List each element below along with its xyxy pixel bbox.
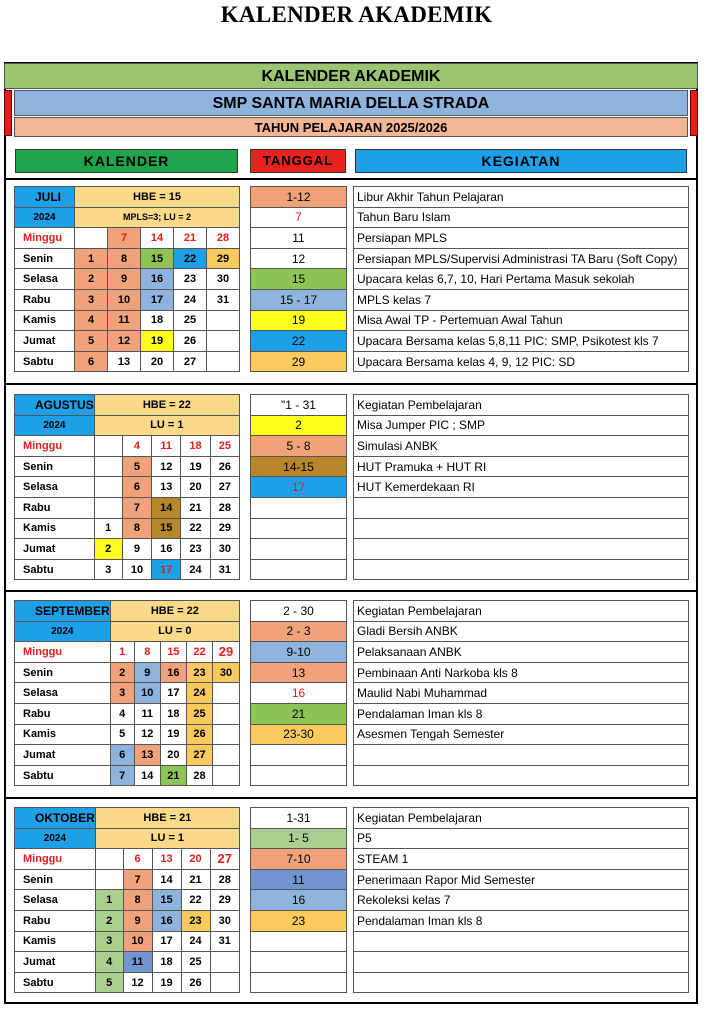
event-date: 22 <box>251 331 347 352</box>
date-cell: 24 <box>186 683 212 704</box>
date-cell: 9 <box>134 662 160 683</box>
date-cell: 11 <box>134 703 160 724</box>
date-cell: 20 <box>160 745 186 766</box>
month-year: 2024 <box>15 207 75 228</box>
date-cell: 5 <box>122 456 151 477</box>
date-cell <box>94 477 122 498</box>
event-date: 21 <box>251 703 347 724</box>
event-date: 23 <box>251 910 347 931</box>
date-cell: 25 <box>210 436 239 457</box>
event-description: Maulid Nabi Muhammad <box>354 683 689 704</box>
event-description: Pendalaman Iman kls 8 <box>354 910 689 931</box>
event-description: STEAM 1 <box>354 849 689 870</box>
event-date: 12 <box>251 248 347 269</box>
event-text-column <box>353 807 689 993</box>
event-description: MPLS kelas 7 <box>354 289 689 310</box>
date-cell: 1 <box>94 518 122 539</box>
event-text-column <box>353 600 689 786</box>
date-cell: 19 <box>160 724 186 745</box>
event-date <box>251 539 347 560</box>
date-cell: 10 <box>122 559 151 580</box>
date-cell: 6 <box>122 477 151 498</box>
month-year: 2024 <box>15 828 96 849</box>
event-dates-column <box>250 186 347 372</box>
date-cell: 29 <box>210 518 239 539</box>
date-cell: 30 <box>207 269 240 290</box>
date-cell <box>75 228 108 249</box>
date-cell: 27 <box>210 849 240 870</box>
event-date: 1-31 <box>251 808 347 829</box>
date-cell: 13 <box>108 351 141 372</box>
event-description: Libur Akhir Tahun Pelajaran <box>354 187 689 208</box>
date-cell: 14 <box>134 765 160 786</box>
date-cell: 5 <box>110 724 134 745</box>
date-cell: 12 <box>134 724 160 745</box>
date-cell: 9 <box>122 539 151 560</box>
date-cell: 4 <box>95 952 123 973</box>
event-date: 7 <box>251 207 347 228</box>
event-description: Penerimaan Rapor Mid Semester <box>354 869 689 890</box>
date-cell <box>94 497 122 518</box>
event-description: Simulasi ANBK <box>354 436 689 457</box>
event-description: Kegiatan Pembelajaran <box>354 395 689 416</box>
event-dates-column <box>250 600 347 786</box>
event-description: Misa Jumper PIC ; SMP <box>354 415 689 436</box>
date-cell: 10 <box>108 289 141 310</box>
date-cell: 17 <box>160 683 186 704</box>
event-description <box>354 539 689 560</box>
date-cell: 18 <box>160 703 186 724</box>
event-date: 15 <box>251 269 347 290</box>
date-cell: 12 <box>123 972 152 993</box>
date-cell: 17 <box>152 559 181 580</box>
weekday-label: Rabu <box>15 910 96 931</box>
month-year: 2024 <box>15 621 111 642</box>
date-cell: 3 <box>75 289 108 310</box>
event-date <box>251 745 347 766</box>
weekday-label: Sabtu <box>15 765 111 786</box>
event-description: Misa Awal TP - Pertemuan Awal Tahun <box>354 310 689 331</box>
event-description <box>354 745 689 766</box>
date-cell: 16 <box>152 539 181 560</box>
month-name: SEPTEMBER <box>15 601 111 622</box>
section-separator <box>4 590 698 592</box>
month-name: JULI <box>15 187 75 208</box>
date-cell: 28 <box>186 765 212 786</box>
event-text-column <box>353 394 689 580</box>
event-description: Rekoleksi kelas 7 <box>354 890 689 911</box>
date-cell: 13 <box>152 849 181 870</box>
date-cell: 27 <box>186 745 212 766</box>
date-cell: 6 <box>110 745 134 766</box>
date-cell: 5 <box>95 972 123 993</box>
date-cell <box>95 869 123 890</box>
date-cell: 23 <box>174 269 207 290</box>
date-cell <box>213 724 240 745</box>
event-date <box>251 931 347 952</box>
date-cell: 2 <box>95 910 123 931</box>
weekday-label: Senin <box>15 248 75 269</box>
event-description: Upacara Bersama kelas 4, 9, 12 PIC: SD <box>354 351 689 372</box>
month-hbe: HBE = 15 <box>75 187 240 208</box>
event-description: Kegiatan Pembelajaran <box>354 601 689 622</box>
page-title: KALENDER AKADEMIK <box>220 2 493 27</box>
date-cell: 2 <box>75 269 108 290</box>
date-cell: 18 <box>141 310 174 331</box>
weekday-label: Kamis <box>15 724 111 745</box>
date-cell: 21 <box>160 765 186 786</box>
weekday-label: Selasa <box>15 269 75 290</box>
weekday-label: Rabu <box>15 703 111 724</box>
date-cell: 1 <box>95 890 123 911</box>
date-cell: 29 <box>207 248 240 269</box>
date-cell: 31 <box>210 931 240 952</box>
date-cell: 25 <box>174 310 207 331</box>
date-cell: 30 <box>213 662 240 683</box>
weekday-label: Senin <box>15 869 96 890</box>
column-tanggal: TANGGAL <box>250 149 346 173</box>
event-description: Asesmen Tengah Semester <box>354 724 689 745</box>
date-cell: 3 <box>94 559 122 580</box>
date-cell: 28 <box>207 228 240 249</box>
event-description: HUT Pramuka + HUT RI <box>354 456 689 477</box>
date-cell: 21 <box>181 497 210 518</box>
event-description: Upacara kelas 6,7, 10, Hari Pertama Masuk sekolah <box>354 269 689 290</box>
event-date: 16 <box>251 683 347 704</box>
date-cell: 26 <box>210 456 239 477</box>
date-cell: 1 <box>110 642 134 663</box>
weekday-label: Minggu <box>15 436 95 457</box>
month-hbe: HBE = 22 <box>110 601 239 622</box>
date-cell: 22 <box>181 518 210 539</box>
school-name: SMP SANTA MARIA DELLA STRADA <box>14 90 688 116</box>
date-cell: 11 <box>108 310 141 331</box>
event-text-column <box>353 186 689 372</box>
weekday-label: Rabu <box>15 497 95 518</box>
date-cell: 16 <box>152 910 181 931</box>
date-cell: 11 <box>123 952 152 973</box>
weekday-label: Senin <box>15 662 111 683</box>
date-cell: 14 <box>152 869 181 890</box>
date-cell: 24 <box>181 559 210 580</box>
event-description <box>354 931 689 952</box>
date-cell <box>207 331 240 352</box>
section-separator <box>4 797 698 799</box>
event-date: 17 <box>251 477 347 498</box>
date-cell: 27 <box>174 351 207 372</box>
date-cell: 12 <box>108 331 141 352</box>
date-cell: 2 <box>94 539 122 560</box>
weekday-label: Rabu <box>15 289 75 310</box>
date-cell: 13 <box>134 745 160 766</box>
date-cell: 4 <box>110 703 134 724</box>
weekday-label: Selasa <box>15 683 111 704</box>
event-dates-column <box>250 394 347 580</box>
weekday-label: Minggu <box>15 849 96 870</box>
event-description <box>354 952 689 973</box>
event-description <box>354 559 689 580</box>
event-description <box>354 972 689 993</box>
event-date: 23-30 <box>251 724 347 745</box>
month-info: LU = 1 <box>94 415 239 436</box>
date-cell: 4 <box>75 310 108 331</box>
date-cell <box>95 849 123 870</box>
month-calendar-grid <box>14 186 240 372</box>
event-date: 2 - 30 <box>251 601 347 622</box>
event-date: 2 - 3 <box>251 621 347 642</box>
weekday-label: Sabtu <box>15 351 75 372</box>
month-calendar-grid <box>14 600 240 786</box>
date-cell: 24 <box>181 931 210 952</box>
date-cell: 30 <box>210 910 240 931</box>
event-date: 5 - 8 <box>251 436 347 457</box>
date-cell: 3 <box>110 683 134 704</box>
date-cell <box>210 952 240 973</box>
date-cell: 29 <box>210 890 240 911</box>
date-cell: 11 <box>152 436 181 457</box>
weekday-label: Kamis <box>15 310 75 331</box>
event-description: P5 <box>354 828 689 849</box>
date-cell: 7 <box>122 497 151 518</box>
section-separator <box>4 178 698 180</box>
date-cell <box>94 436 122 457</box>
date-cell: 23 <box>186 662 212 683</box>
date-cell: 28 <box>210 869 240 890</box>
date-cell: 1 <box>75 248 108 269</box>
event-description: Tahun Baru Islam <box>354 207 689 228</box>
month-hbe: HBE = 22 <box>94 395 239 416</box>
event-description <box>354 518 689 539</box>
date-cell <box>213 745 240 766</box>
date-cell: 26 <box>181 972 210 993</box>
date-cell <box>207 351 240 372</box>
event-date: 1- 5 <box>251 828 347 849</box>
date-cell: 22 <box>181 890 210 911</box>
event-description: Pelaksanaan ANBK <box>354 642 689 663</box>
date-cell: 19 <box>141 331 174 352</box>
event-date: 11 <box>251 869 347 890</box>
event-date: 9-10 <box>251 642 347 663</box>
date-cell: 17 <box>141 289 174 310</box>
weekday-label: Jumat <box>15 952 96 973</box>
event-date: 14-15 <box>251 456 347 477</box>
event-dates-column <box>250 807 347 993</box>
date-cell: 20 <box>181 477 210 498</box>
event-date: 15 - 17 <box>251 289 347 310</box>
date-cell: 20 <box>181 849 210 870</box>
date-cell: 26 <box>174 331 207 352</box>
event-description <box>354 765 689 786</box>
column-kegiatan: KEGIATAN <box>355 149 687 173</box>
date-cell: 2 <box>110 662 134 683</box>
month-name: OKTOBER <box>15 808 96 829</box>
weekday-label: Kamis <box>15 518 95 539</box>
date-cell: 3 <box>95 931 123 952</box>
event-date <box>251 518 347 539</box>
date-cell: 21 <box>181 869 210 890</box>
date-cell: 19 <box>181 456 210 477</box>
event-description: HUT Kemerdekaan RI <box>354 477 689 498</box>
weekday-label: Minggu <box>15 642 111 663</box>
date-cell: 26 <box>186 724 212 745</box>
date-cell: 13 <box>152 477 181 498</box>
month-info: MPLS=3; LU = 2 <box>75 207 240 228</box>
month-info: LU = 0 <box>110 621 239 642</box>
month-calendar-grid <box>14 394 240 580</box>
date-cell: 27 <box>210 477 239 498</box>
date-cell: 14 <box>152 497 181 518</box>
date-cell: 31 <box>207 289 240 310</box>
event-description: Persiapan MPLS/Supervisi Administrasi TA Baru (Soft Copy) <box>354 248 689 269</box>
date-cell: 20 <box>141 351 174 372</box>
date-cell <box>210 972 240 993</box>
event-date: 11 <box>251 228 347 249</box>
event-date: 19 <box>251 310 347 331</box>
event-date: 2 <box>251 415 347 436</box>
school-year: TAHUN PELAJARAN 2025/2026 <box>14 117 688 137</box>
date-cell: 31 <box>210 559 239 580</box>
date-cell: 25 <box>186 703 212 724</box>
event-date <box>251 765 347 786</box>
event-date <box>251 559 347 580</box>
event-date: 7-10 <box>251 849 347 870</box>
event-description: Persiapan MPLS <box>354 228 689 249</box>
red-tab-left <box>4 90 12 136</box>
month-info: LU = 1 <box>95 828 239 849</box>
date-cell: 8 <box>108 248 141 269</box>
event-date <box>251 497 347 518</box>
event-description: Kegiatan Pembelajaran <box>354 808 689 829</box>
date-cell: 7 <box>123 869 152 890</box>
date-cell: 4 <box>122 436 151 457</box>
date-cell <box>213 683 240 704</box>
date-cell: 8 <box>123 890 152 911</box>
date-cell: 16 <box>160 662 186 683</box>
weekday-label: Jumat <box>15 331 75 352</box>
weekday-label: Sabtu <box>15 559 95 580</box>
date-cell: 15 <box>152 890 181 911</box>
date-cell: 15 <box>160 642 186 663</box>
event-date: 16 <box>251 890 347 911</box>
date-cell: 9 <box>123 910 152 931</box>
event-date: 13 <box>251 662 347 683</box>
weekday-label: Kamis <box>15 931 96 952</box>
weekday-label: Jumat <box>15 539 95 560</box>
date-cell: 10 <box>134 683 160 704</box>
event-date <box>251 972 347 993</box>
date-cell: 8 <box>122 518 151 539</box>
date-cell <box>94 456 122 477</box>
event-date <box>251 952 347 973</box>
red-tab-right <box>690 90 698 136</box>
event-description: Upacara Bersama kelas 5,8,11 PIC: SMP, Psikotest kls 7 <box>354 331 689 352</box>
month-year: 2024 <box>15 415 95 436</box>
date-cell: 22 <box>186 642 212 663</box>
date-cell: 28 <box>210 497 239 518</box>
date-cell: 16 <box>141 269 174 290</box>
date-cell: 23 <box>181 910 210 931</box>
date-cell: 14 <box>141 228 174 249</box>
column-kalender: KALENDER <box>15 149 238 173</box>
date-cell: 5 <box>75 331 108 352</box>
date-cell: 22 <box>174 248 207 269</box>
weekday-label: Senin <box>15 456 95 477</box>
date-cell: 9 <box>108 269 141 290</box>
date-cell: 10 <box>123 931 152 952</box>
date-cell: 7 <box>108 228 141 249</box>
date-cell: 8 <box>134 642 160 663</box>
date-cell: 24 <box>174 289 207 310</box>
event-description: Gladi Bersih ANBK <box>354 621 689 642</box>
event-date: 29 <box>251 351 347 372</box>
event-description <box>354 497 689 518</box>
weekday-label: Selasa <box>15 477 95 498</box>
event-date: 1-12 <box>251 187 347 208</box>
event-description: Pembinaan Anti Narkoba kls 8 <box>354 662 689 683</box>
date-cell: 25 <box>181 952 210 973</box>
event-date: "1 - 31 <box>251 395 347 416</box>
header-title: KALENDER AKADEMIK <box>4 63 698 89</box>
weekday-label: Selasa <box>15 890 96 911</box>
date-cell: 23 <box>181 539 210 560</box>
date-cell: 6 <box>75 351 108 372</box>
date-cell: 18 <box>152 952 181 973</box>
month-calendar-grid <box>14 807 240 993</box>
weekday-label: Jumat <box>15 745 111 766</box>
date-cell: 17 <box>152 931 181 952</box>
event-description: Pendalaman Iman kls 8 <box>354 703 689 724</box>
date-cell: 15 <box>152 518 181 539</box>
date-cell: 19 <box>152 972 181 993</box>
date-cell: 15 <box>141 248 174 269</box>
date-cell <box>213 703 240 724</box>
date-cell: 30 <box>210 539 239 560</box>
month-name: AGUSTUS <box>15 395 95 416</box>
date-cell: 18 <box>181 436 210 457</box>
month-hbe: HBE = 21 <box>95 808 239 829</box>
date-cell: 6 <box>123 849 152 870</box>
weekday-label: Sabtu <box>15 972 96 993</box>
section-separator <box>4 383 698 385</box>
date-cell <box>213 765 240 786</box>
date-cell: 21 <box>174 228 207 249</box>
date-cell: 7 <box>110 765 134 786</box>
date-cell <box>207 310 240 331</box>
date-cell: 12 <box>152 456 181 477</box>
date-cell: 29 <box>213 642 240 663</box>
weekday-label: Minggu <box>15 228 75 249</box>
